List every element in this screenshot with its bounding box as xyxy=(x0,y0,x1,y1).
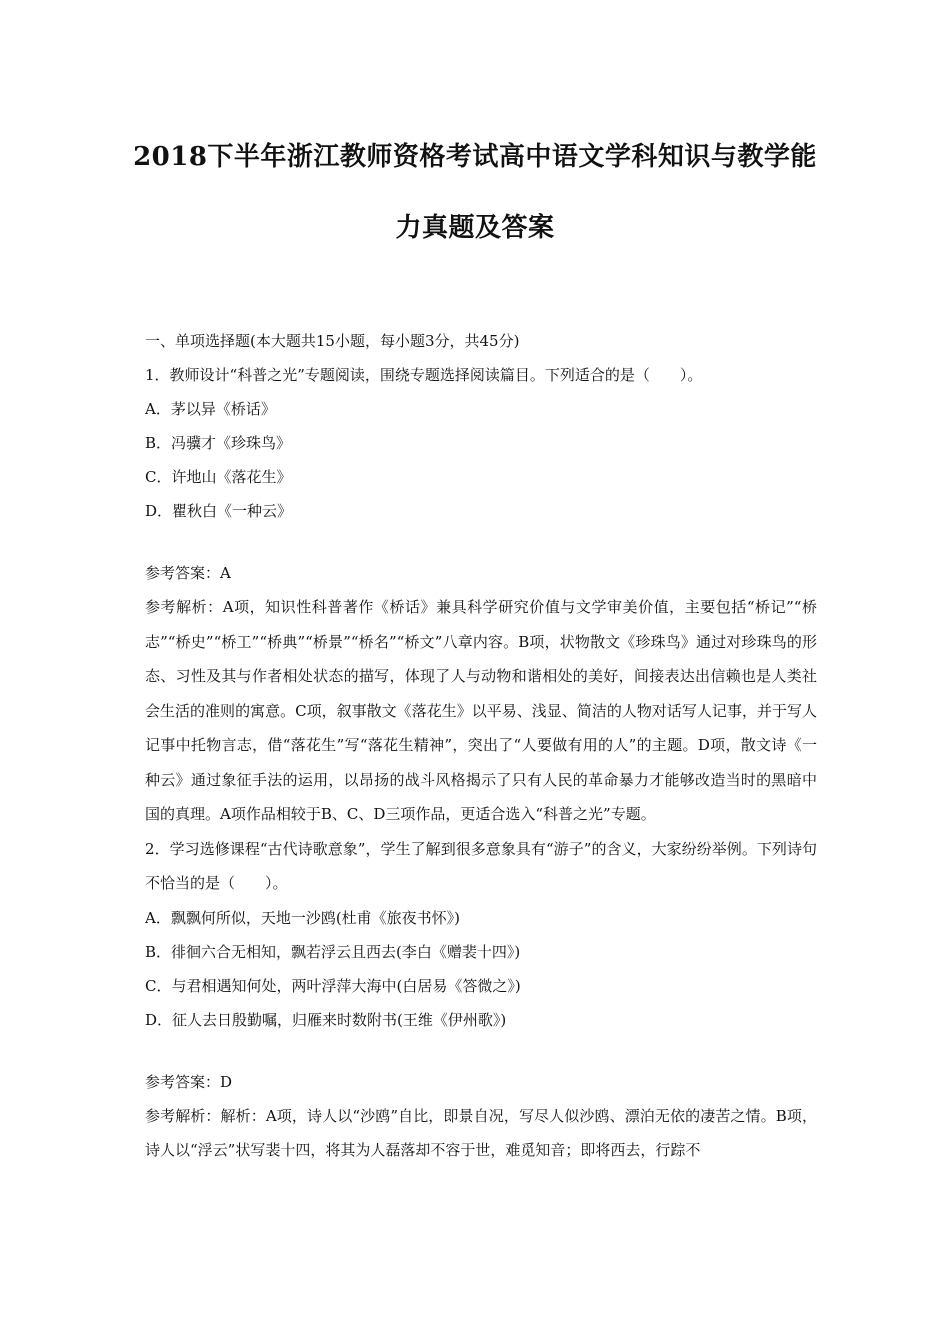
answer-line: 参考答案：A xyxy=(145,564,231,582)
option-c: C．许地山《落花生》 xyxy=(145,468,292,486)
question-block xyxy=(145,358,817,832)
question-stem: 2．学习选修课程“古代诗歌意象”，学生了解到很多意象具有“游子”的含义，大家纷纷举例。下列诗句不恰当的是（ ）。 xyxy=(145,839,817,892)
option-b: B．冯骥才《珍珠鸟》 xyxy=(145,434,292,452)
section-heading: 一、单项选择题(本大题共15小题，每小题3分，共45分) xyxy=(145,332,520,350)
option-d: D．征人去日殷勤嘱，归雁来时数附书(王维《伊州歌》) xyxy=(145,1010,507,1029)
document-body xyxy=(145,324,817,1168)
question-block xyxy=(145,832,817,1168)
blank-line xyxy=(145,528,817,556)
analysis-paragraph: 参考解析：A项，知识性科普著作《桥话》兼具科学研究价值与文学审美价值，主要包括“桥记”“桥志”“桥史”“桥工”“桥典”“桥景”“桥名”“桥文”八章内容。B项，状物散文《珍珠鸟》通过对珍珠鸟的形态、习性及其与作者相处状态的描写，体现了人与动物和谐相处的美好，间接表达出信赖也是人类社会生活的准则的寓意。C项，叙事散文《落花生》以平易、浅显、简洁的人物对话写人记事，并于写人记事中托物言志，借“落花生”写“落花生精神”，突出了“人要做有用的人”的主题。D项，散文诗《一种云》通过象征手法的运用，以昂扬的战斗风格揭示了只有人民的革命暴力才能够改造当时的黑暗中国的真理。A项作品相较于B、C、D三项作品，更适合选入“科普之光”专题。 xyxy=(145,598,817,823)
option-d: D．瞿秋白《一种云》 xyxy=(145,502,293,520)
option-c: C．与君相遇知何处，两叶浮萍大海中(白居易《答微之》) xyxy=(145,976,521,995)
option-a: A．飘飘何所似，天地一沙鸥(杜甫《旅夜书怀》) xyxy=(145,908,461,927)
option-a: A．茅以异《桥话》 xyxy=(145,400,276,418)
document-title-line-1: 2018下半年浙江教师资格考试高中语文学科知识与教学能 xyxy=(133,142,817,172)
analysis-paragraph: 参考解析：解析：A项，诗人以“沙鸥”自比，即景自况，写尽人似沙鸥、漂泊无依的凄苦之情。B项，诗人以“浮云”状写裴十四，将其为人磊落却不容于世，难觅知音；即将西去，行踪不 xyxy=(145,1106,817,1159)
document-title-line-2: 力真题及答案 xyxy=(395,213,555,243)
question-stem: 1．教师设计“科普之光”专题阅读，围绕专题选择阅读篇目。下列适合的是（ ）。 xyxy=(145,366,703,384)
option-b: B．徘徊六合无相知，飘若浮云且西去(李白《赠裴十四》) xyxy=(145,942,521,961)
answer-line: 参考答案：D xyxy=(145,1072,233,1091)
blank-line xyxy=(145,1037,817,1065)
